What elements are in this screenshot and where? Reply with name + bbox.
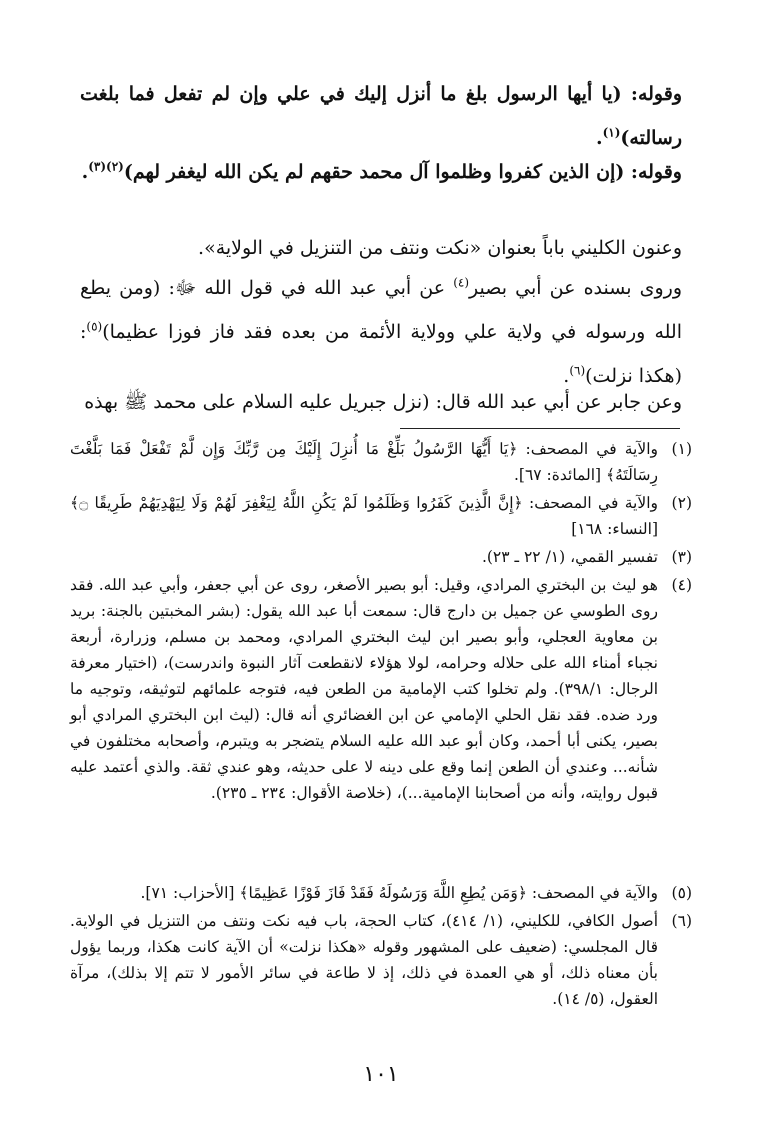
- footnote-5: [70, 880, 692, 906]
- footnote-number: (١): [671, 440, 692, 458]
- footnote-number: (٤): [671, 576, 692, 594]
- footnote-ref: (١): [602, 125, 621, 140]
- footnote-text: أصول الكافي، للكليني، (١/ ٤١٤)، كتاب الحجة، باب فيه نكت ونتف من التنزيل في الولاية. قال المجلسي: (ضعيف على المشهور وقوله «هكذا نزلت» أن الآية كانت هكذا، وربما يؤول بأن معناه ذلك، أو هي العمدة في ذلك، إذ لا طاعة في سائر الأمور لا تتم إلا بذلك)، مرآة العقول، (٥/ ١٤).: [70, 912, 658, 1008]
- footnote-2: [70, 490, 692, 542]
- paragraph-text: وروى بسنده عن أبي بصير: [469, 277, 683, 299]
- paragraph-text: وقوله: (إن الذين كفروا وظلموا آل محمد حقهم لم يكن الله ليغفر لهم): [123, 161, 682, 183]
- footnote-ref: (٢)(٣): [88, 159, 124, 174]
- footnote-4: [70, 572, 692, 806]
- footnote-text: والآية في المصحف: ﴿يَا أَيُّهَا الرَّسُولُ بَلِّغْ مَا أُنزِلَ إِلَيْكَ مِن رَّبِّكَ وَإِن لَّمْ تَفْعَلْ فَمَا بَلَّغْتَ رِسَالَتَهُ﴾ [المائدة: ٦٧].: [70, 440, 658, 484]
- paragraph-text: عن أبي عبد الله في قول الله ﷻ: (ومن يطع الله ورسوله في ولاية علي وولاية الأئمة من بعده فقد فاز فوزا عظيما): [80, 277, 682, 343]
- footnote-number: (٣): [671, 548, 692, 566]
- footnote-text: والآية في المصحف: ﴿وَمَن يُطِعِ اللَّهَ وَرَسُولَهُ فَقَدْ فَازَ فَوْزًا عَظِيمًا﴾ [الأحزاب: ٧١].: [140, 884, 658, 902]
- footnote-3: [70, 544, 692, 570]
- footnote-text: تفسير القمي، (١/ ٢٢ ـ ٢٣).: [481, 548, 658, 566]
- paragraph-end: .: [81, 161, 89, 183]
- footnote-1: [70, 436, 692, 488]
- paragraph-jabir: وعن جابر عن أبي عبد الله قال: (نزل جبريل عليه السلام على محمد ﷺ بهذه: [84, 391, 682, 413]
- footnote-divider: [400, 428, 680, 429]
- paragraph-kulayni: وعنون الكليني باباً بعنوان «نكت ونتف من التنزيل في الولاية».: [198, 237, 682, 259]
- paragraph-end: .: [563, 365, 570, 387]
- paragraph-verse-2: [80, 150, 682, 194]
- page-number: ١٠١: [363, 1062, 399, 1087]
- footnote-6: [70, 908, 692, 1012]
- footnote-number: (٥): [671, 884, 692, 902]
- footnote-number: (٦): [671, 912, 692, 930]
- footnote-number: (٢): [671, 494, 692, 512]
- paragraph-abu-basir: [80, 266, 682, 398]
- paragraph-text: وقوله: (يا أيها الرسول بلغ ما أنزل إليك في علي وإن لم تفعل فما بلغت رسالته): [80, 83, 682, 149]
- footnote-ref: (٤): [453, 275, 470, 290]
- footnote-ref: (٦): [569, 363, 586, 378]
- paragraph-verse-1: [80, 72, 682, 160]
- footnote-text: والآية في المصحف: ﴿إِنَّ الَّذِينَ كَفَرُوا وَظَلَمُوا لَمْ يَكُنِ اللَّهُ لِيَغْفِرَ لَهُمْ وَلَا لِيَهْدِيَهُمْ طَرِيقًا ۝﴾ [النساء: ١٦٨]: [70, 494, 658, 538]
- footnote-text: هو ليث بن البختري المرادي، وقيل: أبو بصير الأصغر، روى عن أبي جعفر، وأبي عبد الله. فقد روى الطوسي عن جميل بن دارج قال: سمعت أبا عبد الله يقول: (بشر المخبتين بالجنة: بريد بن معاوية العجلي، وأبو بصير ابن ليث البختري المرادي، ومحمد بن مسلم، وزرارة، أربعة نجباء أمناء الله على حلاله وحرامه، لولا هؤلاء لانقطعت آثار النبوة واندرست)، (اختيار معرفة الرجال: ٣٩٨/١). ولم تخلوا كتب الإمامية من الطعن فيه، فتوجه علمائهم لتوثيقه، وتوجيه ما ورد ضده. فقد نقل الحلي الإمامي عن ابن الغضائري أنه قال: (ليث ابن البختري المرادي أبو بصير، يكنى أبا أحمد، وكان أبو عبد الله عليه السلام يتضجر به ويتبرم، وأصحابه مختلفون في شأنه... وعندي أن الطعن إنما وقع على دينه لا على حديثه، وهو عندي ثقة. والذي أعتمد عليه قبول روايته، وأنه من أصحابنا الإمامية...)، (خلاصة الأقوال: ٢٣٤ ـ ٢٣٥).: [70, 576, 659, 802]
- paragraph-text: : (هكذا نزلت): [80, 321, 682, 387]
- paragraph-end: .: [595, 127, 603, 149]
- footnote-ref: (٥): [86, 319, 103, 334]
